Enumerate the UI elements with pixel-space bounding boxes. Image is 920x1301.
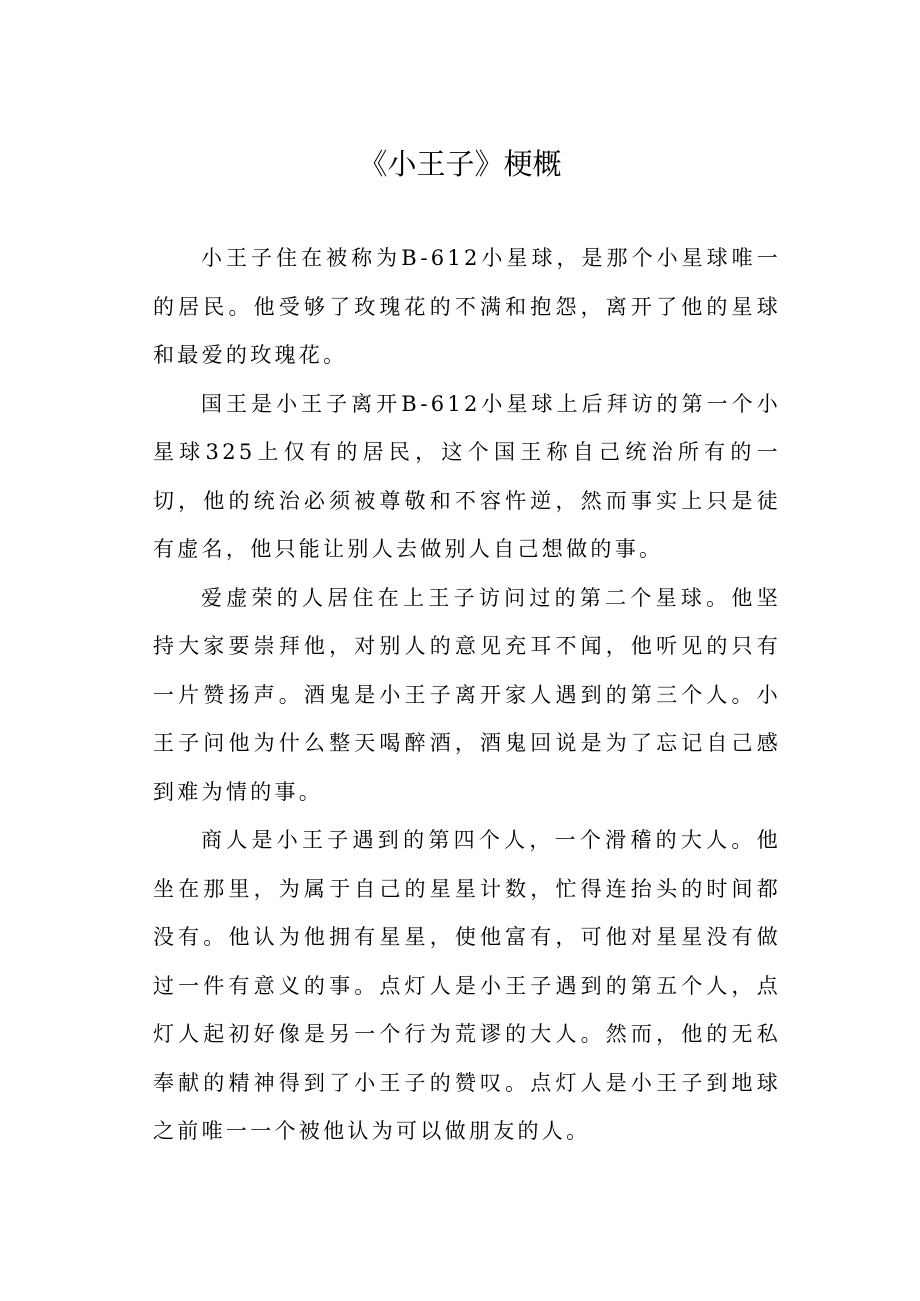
paragraph-b612: 小王子住在被称为B-612小星球，是那个小星球唯一的居民。他受够了玫瑰花的不满和抱怨，离开了他的星球和最爱的玫瑰花。 [153, 246, 781, 367]
paragraph-businessman-lamplighter: 商人是小王子遇到的第四个人，一个滑稽的大人。他坐在那里，为属于自己的星星计数，忙得连抬头的时间都没有。他认为他拥有星星，使他富有，可他对星星没有做过一件有意义的事。点灯人是小王子遇到的第五个人，点灯人起初好像是另一个行为荒谬的大人。然而，他的无私奉献的精神得到了小王子的赞叹。点灯人是小王子到地球之前唯一一个被他认为可以做朋友的人。 [153, 828, 781, 1143]
paragraph-king: 国王是小王子离开B-612小星球上后拜访的第一个小星球325上仅有的居民，这个国王称自己统治所有的一切，他的统治必须被尊敬和不容忤逆，然而事实上只是徒有虚名，他只能让别人去做别人自己想做的事。 [153, 391, 781, 561]
paragraph-vain-man-drunkard: 爱虚荣的人居住在上王子访问过的第二个星球。他坚持大家要崇拜他，对别人的意见充耳不闻，他听见的只有一片赞扬声。酒鬼是小王子离开家人遇到的第三个人。小王子问他为什么整天喝醉酒，酒鬼回说是为了忘记自己感到难为情的事。 [153, 585, 781, 804]
document-title: 《小王子》梗概 [358, 147, 562, 181]
document-body [153, 234, 781, 1156]
